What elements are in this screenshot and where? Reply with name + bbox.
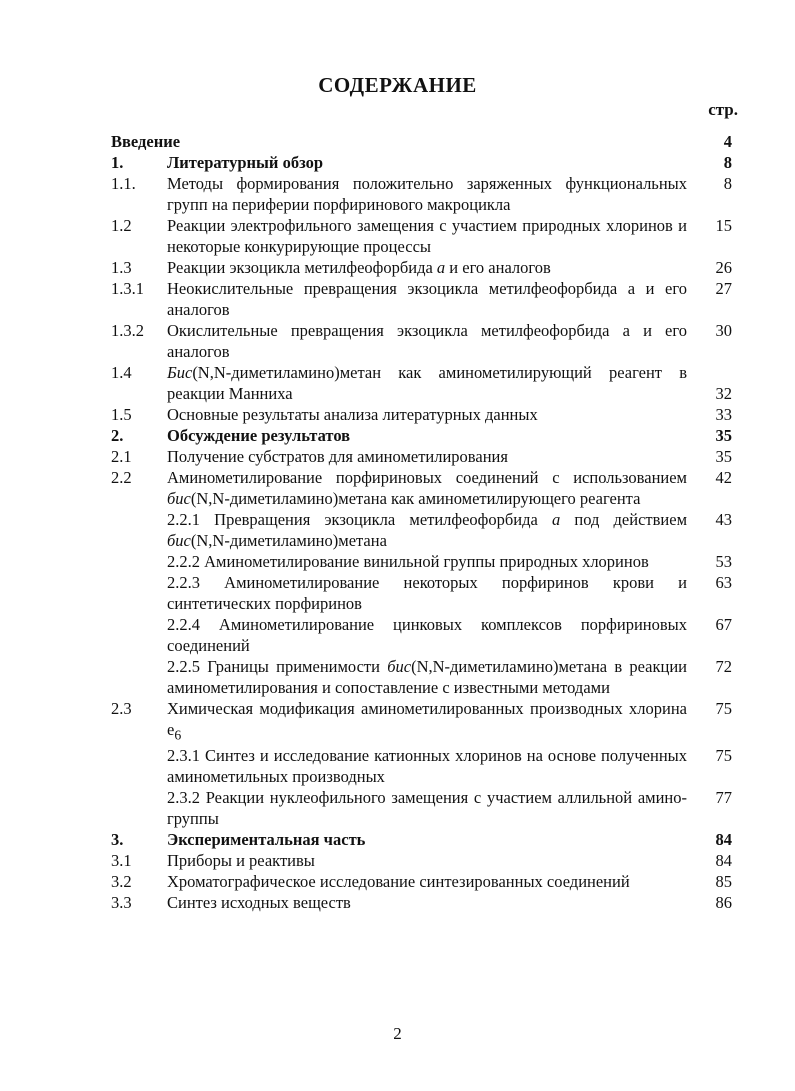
toc-entry-page: 43 — [715, 510, 732, 529]
toc-entry-page: 72 — [715, 657, 732, 676]
toc-entry-page: 67 — [715, 615, 732, 634]
toc-entry-title: Аминометилирование порфириновых соединений с использованием бис(N,N-диметиламино)метана как аминометилирующего реагента — [167, 468, 687, 508]
toc-entry — [0, 871, 795, 892]
toc-entry — [0, 362, 795, 404]
toc-entry-number: 1.2 — [111, 216, 132, 235]
toc-entry-title: 2.2.1 Превращения экзоцикла метилфеофорбида а под действием бис(N,N-диметиламино)метана — [167, 510, 688, 550]
toc-entry-number: 2. — [111, 426, 124, 445]
page-title: СОДЕРЖАНИЕ — [318, 73, 477, 97]
toc-entry-title: Окислительные превращения экзоцикла метилфеофорбида а и его аналогов — [167, 321, 687, 361]
toc-entry-number: 1. — [111, 153, 124, 172]
toc-entry — [0, 404, 795, 425]
toc-entry — [0, 551, 795, 572]
toc-entry — [0, 446, 795, 467]
toc-entry-number: 3.2 — [111, 872, 132, 892]
toc-entry — [0, 572, 795, 614]
toc-entry-number: 3.3 — [111, 893, 132, 913]
toc-entry-title: 2.2.4 Аминометилирование цинковых комплексов порфириновых соединений — [167, 615, 687, 655]
toc-entry-number: 1.3 — [111, 258, 132, 277]
toc-entry-number: 1.1. — [111, 174, 136, 193]
toc-entry-page: 33 — [715, 405, 732, 424]
toc-entry-title: Обсуждение результатов — [167, 426, 351, 445]
toc-entry-page: 75 — [715, 746, 732, 766]
toc-entry-page: 63 — [715, 573, 732, 592]
toc-entry-title: Химическая модификация аминометилированных производных хлорина $e_6$ — [167, 699, 687, 743]
toc-entry-page: 27 — [715, 279, 732, 298]
toc-entry — [0, 698, 795, 745]
toc-entry-title: 2.3.2 Реакции нуклеофильного замещения с участием аллильной амино-группы — [167, 788, 687, 829]
toc-entry-title: Литературный обзор — [167, 153, 324, 172]
toc-entry-page: 32 — [715, 384, 732, 403]
toc-entry-title: Синтез исходных веществ — [167, 893, 351, 913]
toc-entry — [0, 892, 795, 913]
toc-entry-title: 2.2.3 Аминометилирование некоторых порфиринов крови и синтетических порфиринов — [167, 573, 687, 613]
toc-entry — [0, 787, 795, 829]
toc-entry — [0, 745, 795, 787]
toc-entry-page: 84 — [715, 851, 732, 871]
toc-entry-number: 3.1 — [111, 851, 132, 871]
toc-entry-page: 15 — [715, 216, 732, 235]
toc-entry-title: Хроматографическое исследование синтезированных соединений — [167, 872, 630, 892]
table-of-contents — [0, 131, 795, 913]
toc-entry-page: 4 — [723, 132, 732, 151]
toc-entry-title: Экспериментальная часть — [167, 830, 366, 850]
toc-entry-page: 77 — [715, 788, 732, 808]
toc-entry — [0, 656, 795, 698]
toc-entry-number: 1.5 — [111, 405, 132, 424]
toc-entry-number: 1.3.2 — [111, 321, 144, 340]
toc-entry — [0, 509, 795, 551]
toc-entry-number: 3. — [111, 830, 124, 850]
toc-entry — [0, 215, 795, 257]
toc-entry-title: Методы формирования положительно заряженных функциональных групп на периферии порфиринового макроцикла — [167, 174, 687, 214]
toc-entry-title: 2.3.1 Синтез и исследование катионных хлоринов на основе полученных аминометильных производных — [167, 746, 687, 787]
toc-entry-page: 42 — [715, 468, 732, 487]
toc-entry-number: 2.3 — [111, 699, 132, 718]
toc-entry-page: 30 — [715, 321, 732, 340]
toc-entry-page: 75 — [715, 699, 732, 718]
toc-entry-page: 85 — [715, 872, 732, 892]
toc-entry-title: Реакции электрофильного замещения с участием природных хлоринов и некоторые конкурирующие процессы — [167, 216, 687, 256]
toc-entry-page: 8 — [723, 153, 732, 172]
toc-entry-number: 1.3.1 — [111, 279, 144, 298]
toc-entry — [0, 467, 795, 509]
toc-entry-title: Неокислительные превращения экзоцикла метилфеофорбида а и его аналогов — [167, 279, 687, 319]
toc-entry — [0, 829, 795, 850]
toc-entry-page: 35 — [715, 426, 732, 445]
toc-entry-title: Бис(N,N-диметиламино)метан как аминометилирующий реагент в реакции Манниха — [167, 363, 687, 403]
page-number: 2 — [393, 1024, 402, 1043]
toc-entry-title: Реакции экзоцикла метилфеофорбида а и его аналогов — [167, 258, 551, 277]
toc-entry — [0, 278, 795, 320]
toc-entry-page: 35 — [715, 447, 732, 466]
toc-entry-title: Приборы и реактивы — [167, 851, 315, 871]
page-column-header: стр. — [708, 100, 738, 119]
toc-entry-page: 26 — [715, 258, 732, 277]
toc-entry-number: 1.4 — [111, 363, 132, 382]
toc-entry — [0, 257, 795, 278]
toc-entry — [0, 152, 795, 173]
toc-entry-title: Получение субстратов для аминометилирования — [167, 447, 508, 466]
toc-entry — [0, 173, 795, 215]
toc-entry — [0, 320, 795, 362]
toc-entry — [0, 131, 795, 152]
toc-entry — [0, 850, 795, 871]
toc-entry-page: 53 — [715, 552, 732, 571]
toc-entry-page: 84 — [715, 830, 732, 850]
toc-entry — [0, 614, 795, 656]
toc-entry-title: Основные результаты анализа литературных данных — [167, 405, 538, 424]
toc-entry-page: 8 — [723, 174, 732, 193]
toc-entry-title: 2.2.5 Границы применимости бис(N,N-диметиламино)метана в реакции аминометилирования и сопоставление с известными методами — [167, 657, 688, 697]
toc-entry-number: 2.1 — [111, 447, 132, 466]
toc-entry-title: Введение — [111, 132, 181, 151]
toc-entry-page: 86 — [715, 893, 732, 913]
toc-entry — [0, 425, 795, 446]
toc-entry-number: 2.2 — [111, 468, 132, 487]
toc-entry-title: 2.2.2 Аминометилирование винильной группы природных хлоринов — [167, 552, 649, 571]
